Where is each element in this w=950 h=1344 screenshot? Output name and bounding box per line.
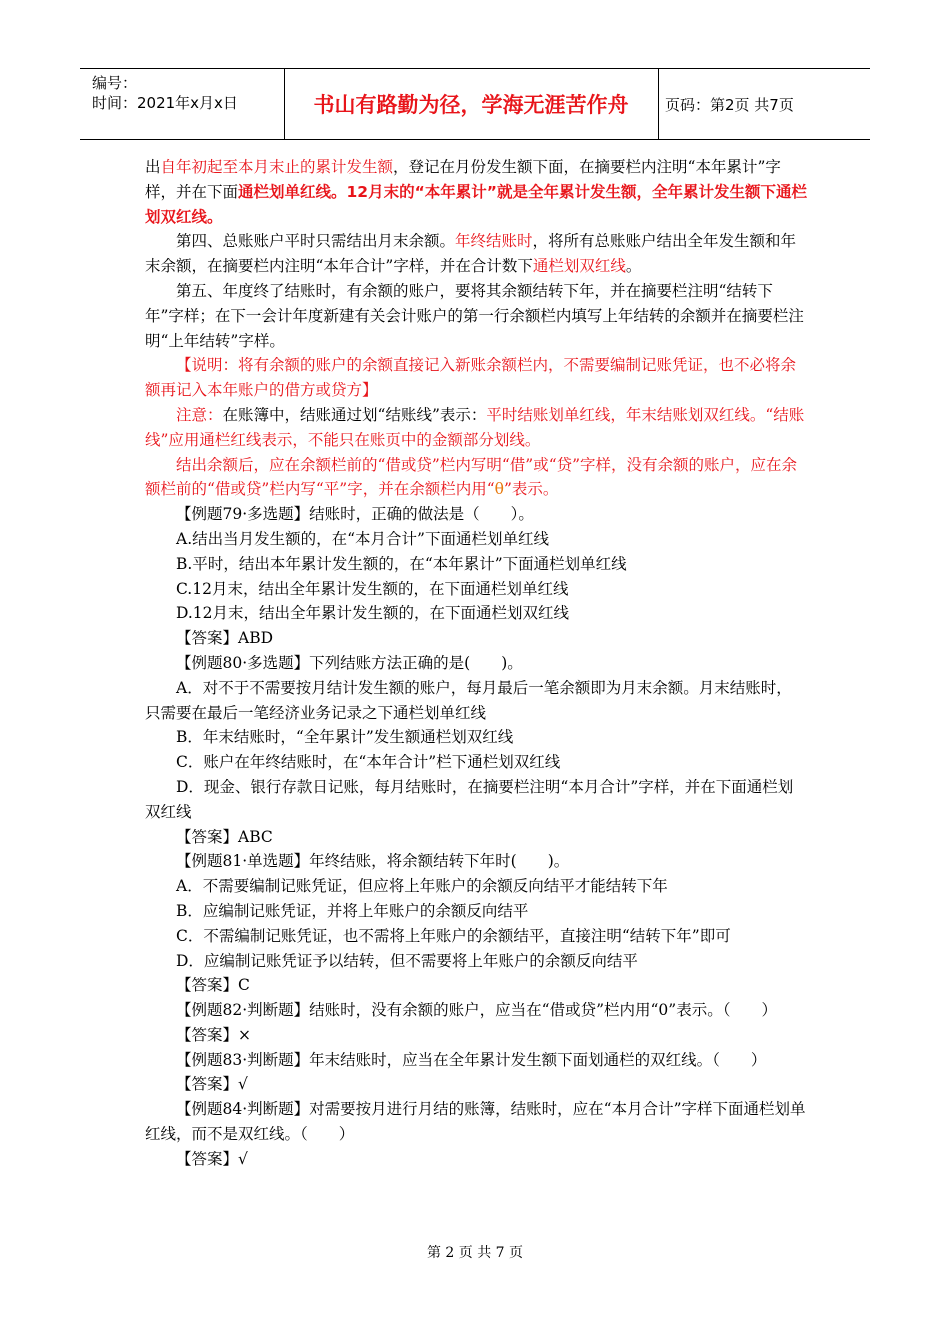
text-span: 第四、总账账户平时只需结出月末余额。 — [176, 232, 456, 251]
text-span: 出 — [145, 158, 161, 176]
page-header — [80, 68, 870, 140]
theta-symbol: θ — [494, 480, 504, 499]
header-divider — [658, 69, 659, 139]
question-81: 【例题81·单选题】年终结账，将余额结转下年时( )。 — [176, 852, 570, 871]
question-79: 【例题79·多选题】结账时，正确的做法是（ ）。 — [176, 505, 534, 524]
text-span: ，登记在月份发生额下面，在摘要栏内注明“本年累计”字样，并在下面 — [145, 158, 781, 201]
answer-79: 【答案】ABD — [176, 629, 274, 648]
page-footer: 第 2 页 共 7 页 — [426, 1245, 524, 1261]
number-label: 编号： — [92, 74, 138, 92]
option-d: D．现金、银行存款日记账，每月结账时，在摘要栏注明“本月合计”字样，并在下面通栏划双红线 — [145, 777, 794, 821]
option-c: C．不需编制记账凭证，也不需将上年账户的余额结平，直接注明“结转下年”即可 — [176, 926, 731, 945]
question-83: 【例题83·判断题】年末结账时，应当在全年累计发生额下面划通栏的双红线。（ ） — [176, 1050, 767, 1069]
option-d: D．应编制记账凭证予以结转，但不需要将上年账户的余额反向结平 — [176, 951, 638, 970]
option-b: B.平时，结出本年累计发生额的，在“本年累计”下面通栏划单红线 — [176, 554, 627, 573]
answer-81: 【答案】C — [176, 976, 250, 995]
option-a: A.结出当月发生额的，在“本月合计”下面通栏划单红线 — [176, 529, 549, 548]
document-body — [145, 155, 807, 1172]
time-label: 时间：2021年x月x日 — [92, 94, 238, 112]
option-b: B．应编制记账凭证，并将上年账户的余额反向结平 — [176, 901, 529, 920]
header-page-info: 页码：第2页 共7页 — [665, 95, 794, 114]
paragraph-fourth — [145, 229, 807, 279]
option-b: B．年末结账时，“全年累计”发生额通栏划双红线 — [176, 728, 514, 747]
text-span: 。 — [625, 257, 642, 276]
text-span: 在账簿中，结账通过划“结账线”表示： — [222, 405, 487, 424]
option-d: D.12月末，结出全年累计发生额的，在下面通栏划双红线 — [176, 604, 570, 623]
red-highlight: 自年初起至本月末止的累计发生额 — [160, 158, 394, 176]
answer-82: 【答案】× — [176, 1025, 251, 1044]
question-84: 【例题84·判断题】对需要按月进行月结的账簿，结账时，应在“本月合计”字样下面通栏划单红线，而不是双红线。（ ） — [145, 1100, 806, 1144]
paragraph-cumulative — [145, 155, 807, 229]
red-highlight: 注意： — [176, 405, 223, 424]
option-a: A．对不于不需要按月结计发生额的账户，每月最后一笔余额即为月末余额。月末结账时，只需要在最后一笔经济业务记录之下通栏划单红线 — [145, 678, 792, 722]
paragraph-attention — [145, 403, 807, 453]
option-a: A．不需要编制记账凭证，但应将上年账户的余额反向结平才能结转下年 — [176, 877, 668, 896]
option-c: C.12月末，结出全年累计发生额的，在下面通栏划单红线 — [176, 579, 569, 598]
answer-84: 【答案】√ — [176, 1149, 248, 1168]
question-82: 【例题82·判断题】结账时，没有余额的账户，应当在“借或贷”栏内用“0”表示。（ ） — [176, 1001, 777, 1020]
red-highlight: 通栏划双红线 — [532, 257, 626, 276]
red-text: 结出余额后，应在余额栏前的“借或贷”栏内写明“借”或“贷”字样，没有余额的账户，应在余额栏前的“借或贷”栏内写“平”字，并在余额栏内用“ — [145, 455, 798, 499]
header-meta — [92, 73, 238, 113]
red-highlight: 年终结账时 — [455, 232, 533, 251]
paragraph-balance — [145, 453, 807, 503]
text-span: ，将所有总账账户结出全年发生额和年末余额，在摘要栏内注明“本年合计”字样，并在合计数下 — [145, 232, 797, 276]
paragraph-fifth: 第五、年度终了结账时，有余额的账户，要将其余额结转下年，并在摘要栏注明“结转下年”字样；在下一会计年度新建有关会计账户的第一行余额栏内填写上年结转的余额并在摘要栏注明“上年结转”字样。 — [145, 281, 804, 350]
red-highlight: 通栏划单红线。12月末的“本年累计”就是全年累计发生额，全年累计发生额下通栏划双红线。 — [145, 182, 807, 226]
red-highlight: 平时结账划单红线，年末结账划双红线。“结账线”应用通栏红线表示，不能只在账页中的金额部分划线。 — [145, 405, 805, 449]
answer-80: 【答案】ABC — [176, 827, 273, 846]
header-motto: 书山有路勤为径，学海无涯苦作舟 — [313, 93, 629, 117]
answer-83: 【答案】√ — [176, 1075, 248, 1094]
red-text: ”表示。 — [503, 480, 559, 499]
option-c: C．账户在年终结账时，在“本年合计”栏下通栏划双红线 — [176, 753, 561, 772]
paragraph-note: 【说明：将有余额的账户的余额直接记入新账余额栏内，不需要编制记账凭证，也不必将余额再记入本年账户的借方或贷方】 — [145, 356, 797, 400]
question-80: 【例题80·多选题】下列结账方法正确的是( )。 — [176, 653, 523, 672]
